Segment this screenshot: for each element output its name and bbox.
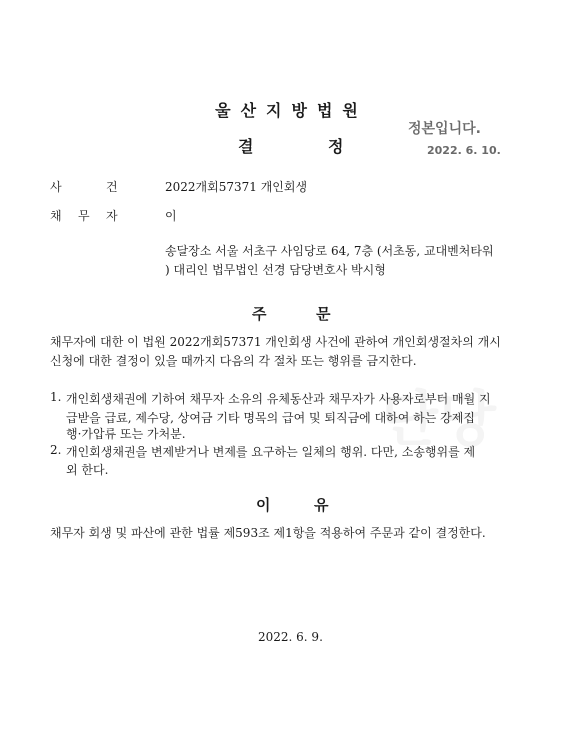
service-address-line-1: 송달장소 서울 서초구 사임당로 64, 7층 (서초동, 교대벤처타워	[165, 244, 494, 258]
debtor-label-3: 자	[106, 209, 118, 223]
service-address-line-2: ) 대리인 법무법인 선경 담당변호사 박시형	[165, 263, 386, 277]
watermark: 단당	[380, 385, 496, 455]
decision-title-left: 결	[238, 137, 254, 156]
order-item-2-line-2: 외 한다.	[66, 463, 109, 477]
order-item-1-number: 1.	[50, 390, 62, 404]
order-intro-line-1: 채무자에 대한 이 법원 2022개회57371 개인회생 사건에 관하여 개인회생절차의 개시	[50, 335, 501, 349]
order-heading-right: 문	[316, 305, 331, 323]
order-item-1-line-3: 행·가압류 또는 가처분.	[66, 427, 186, 441]
order-item-2-number: 2.	[50, 443, 62, 457]
case-label-2: 건	[106, 180, 118, 194]
decision-date: 2022. 6. 9.	[258, 630, 323, 644]
debtor-name: 이	[165, 209, 177, 223]
debtor-label-2: 무	[78, 209, 90, 223]
reason-heading-right: 유	[314, 496, 329, 514]
debtor-label-1: 채	[50, 209, 62, 223]
reason-heading-left: 이	[256, 496, 271, 514]
court-name: 울산지방법원	[215, 101, 368, 120]
certified-copy-stamp: 정본입니다.	[408, 121, 481, 137]
case-number: 2022개회57371 개인회생	[165, 180, 308, 194]
order-intro-line-2: 신청에 대한 결정이 있을 때까지 다음의 각 절차 또는 행위를 금지한다.	[50, 354, 417, 368]
case-label-1: 사	[50, 180, 62, 194]
decision-title-right: 정	[328, 137, 344, 156]
order-item-1-line-2: 급받을 급료, 제수당, 상여금 기타 명목의 급여 및 퇴직금에 대하여 하는 강제집	[66, 411, 475, 425]
reason-text: 채무자 회생 및 파산에 관한 법률 제593조 제1항을 적용하여 주문과 같이 결정한다.	[50, 526, 486, 540]
stamp-date: 2022. 6. 10.	[427, 144, 501, 157]
order-heading-left: 주	[252, 305, 267, 323]
order-item-2-line-1: 개인회생채권을 변제받거나 변제를 요구하는 일체의 행위. 다만, 소송행위를 제	[66, 445, 476, 459]
order-item-1-line-1: 개인회생채권에 기하여 채무자 소유의 유체동산과 채무자가 사용자로부터 매월 지	[66, 392, 491, 406]
